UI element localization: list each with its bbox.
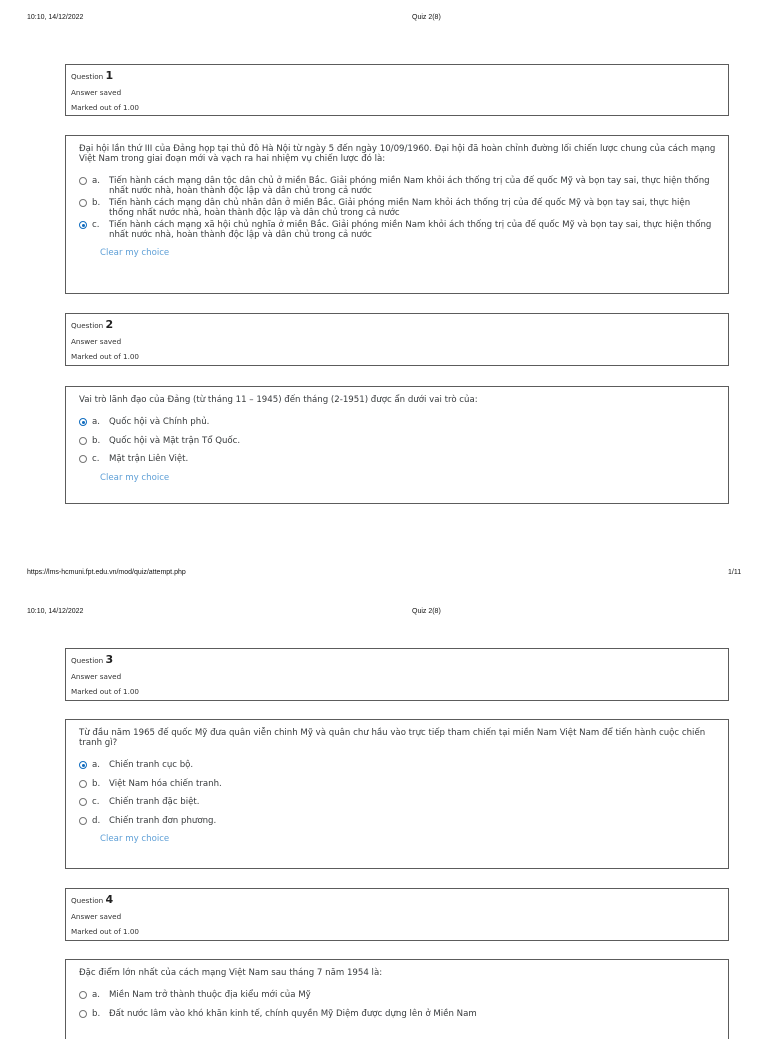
answer-option-b[interactable] [79,198,716,218]
answer-option-a[interactable] [79,990,716,1000]
question-info-2 [65,313,729,366]
print-title: Quiz 2(8) [412,14,441,21]
option-text: Chiến tranh đặc biệt. [109,797,200,807]
radio-button[interactable] [79,199,87,207]
question-content-3 [65,719,729,869]
answer-option-c[interactable] [79,797,716,807]
radio-button[interactable] [79,1010,87,1018]
option-text: Quốc hội và Mặt trận Tổ Quốc. [109,435,241,446]
radio-button[interactable] [79,780,87,788]
question-state: Answer saved [71,87,122,97]
option-letter: b. [92,435,101,446]
radio-button[interactable] [79,177,87,185]
answer-option-a[interactable] [79,417,716,427]
question-label: Question [71,896,104,905]
answer-option-a[interactable] [79,760,716,770]
option-letter: a. [92,760,100,770]
answer-option-d[interactable] [79,816,716,826]
option-text: Việt Nam hóa chiến tranh. [109,778,222,789]
answer-option-b[interactable] [79,436,716,446]
option-letter: d. [92,815,101,826]
question-text: Vai trò lãnh đạo của Đảng (từ tháng 11 – 1945) đến tháng (2-1951) được ẩn dưới vai trò của: [79,395,478,405]
question-number: 4 [105,893,114,906]
question-grade: Marked out of 1.00 [71,352,140,362]
print-datetime: 10:10, 14/12/2022 [27,608,84,615]
answer-option-b[interactable] [79,1009,716,1019]
option-letter: b. [92,198,101,208]
clear-my-choice-link[interactable]: Clear my choice [100,834,170,844]
question-state: Answer saved [71,671,122,681]
question-info-3 [65,648,729,701]
answer-option-a[interactable] [79,176,716,196]
question-grade: Marked out of 1.00 [71,927,140,937]
option-text: Tiến hành cách mạng dân tộc dân chủ ở miền Bắc. Giải phóng miền Nam khỏi ách thống trị của đế quốc Mỹ và bọn tay sai, thực hiện thống nhất nước nhà, hoàn thành độc lập và dân chủ trong cả nước [109,176,710,196]
option-letter: c. [92,797,100,807]
question-grade: Marked out of 1.00 [71,687,140,697]
question-label: Question [71,656,104,665]
question-content-4 [65,959,729,1039]
option-letter: a. [92,176,100,186]
question-label: Question [71,72,104,81]
question-content-1 [65,135,729,294]
option-text: Quốc hội và Chính phủ. [109,417,210,427]
answer-list [79,760,716,826]
radio-button-checked[interactable] [79,221,87,229]
radio-button[interactable] [79,991,87,999]
option-text: Đất nước lâm vào khó khăn kinh tế, chính quyền Mỹ Diệm được dựng lên ở Miền Nam [109,1008,477,1019]
question-state: Answer saved [71,336,122,346]
answer-option-b[interactable] [79,779,716,789]
question-number: 3 [105,653,114,666]
option-letter: b. [92,1008,101,1019]
answer-list [79,176,716,240]
question-info-1 [65,64,729,116]
question-text: Từ đầu năm 1965 đế quốc Mỹ đưa quân viễn chinh Mỹ và quân chư hầu vào trực tiếp tham chiến tại miền Nam Việt Nam để tiến hành cuộc chiến tranh gì? [79,728,706,748]
radio-button-checked[interactable] [79,418,87,426]
option-letter: b. [92,778,101,789]
question-content-2 [65,386,729,504]
radio-button[interactable] [79,817,87,825]
question-text: Đại hội lần thứ III của Đảng họp tại thủ đô Hà Nội từ ngày 5 đến ngày 10/09/1960. Đại hội đã hoàn chỉnh đường lối chiến lược chung của cách mạng Việt Nam trong giai đoạn mới và vạch ra hai nhiệm vụ chiến lược đó là: [79,144,716,164]
option-letter: c. [92,454,100,464]
option-text: Miền Nam trở thành thuộc địa kiểu mới của Mỹ [109,990,311,1000]
clear-my-choice-link[interactable]: Clear my choice [100,248,170,258]
option-letter: a. [92,417,100,427]
radio-button[interactable] [79,455,87,463]
option-text: Mặt trận Liên Việt. [109,454,189,464]
option-text: Chiến tranh cục bộ. [109,760,194,770]
question-number: 1 [105,69,114,82]
question-number: 2 [105,318,114,331]
radio-button-checked[interactable] [79,761,87,769]
question-text: Đặc điểm lớn nhất của cách mạng Việt Nam sau tháng 7 năm 1954 là: [79,968,383,978]
print-url: https://lms-hcmuni.fpt.edu.vn/mod/quiz/attempt.php [27,569,186,576]
option-text: Chiến tranh đơn phương. [109,815,217,826]
radio-button[interactable] [79,798,87,806]
radio-button[interactable] [79,437,87,445]
print-title: Quiz 2(8) [412,608,441,615]
clear-my-choice-link[interactable]: Clear my choice [100,472,170,483]
print-page-number: 1/11 [728,569,742,576]
answer-option-c[interactable] [79,454,716,464]
option-letter: c. [92,220,100,230]
option-text: Tiến hành cách mạng dân chủ nhân dân ở miền Bắc. Giải phóng miền Nam khỏi ách thống trị của đế quốc Mỹ và bọn tay sai, thực hiện thống nhất nước nhà, hoàn thành độc lập và dân chủ trong cả nước [109,198,691,218]
question-state: Answer saved [71,911,122,921]
question-label: Question [71,321,104,330]
print-datetime: 10:10, 14/12/2022 [27,14,84,21]
question-grade: Marked out of 1.00 [71,103,140,113]
option-letter: a. [92,990,100,1000]
question-info-4 [65,888,729,941]
option-text: Tiến hành cách mạng xã hội chủ nghĩa ở miền Bắc. Giải phóng miền Nam khỏi ách thống trị của đế quốc Mỹ và bọn tay sai, thực hiện thống nhất nước nhà, hoàn thành độc lập và dân chủ trong cả nước [109,220,712,240]
answer-list [79,990,716,1019]
answer-list [79,417,716,464]
answer-option-c[interactable] [79,220,716,240]
